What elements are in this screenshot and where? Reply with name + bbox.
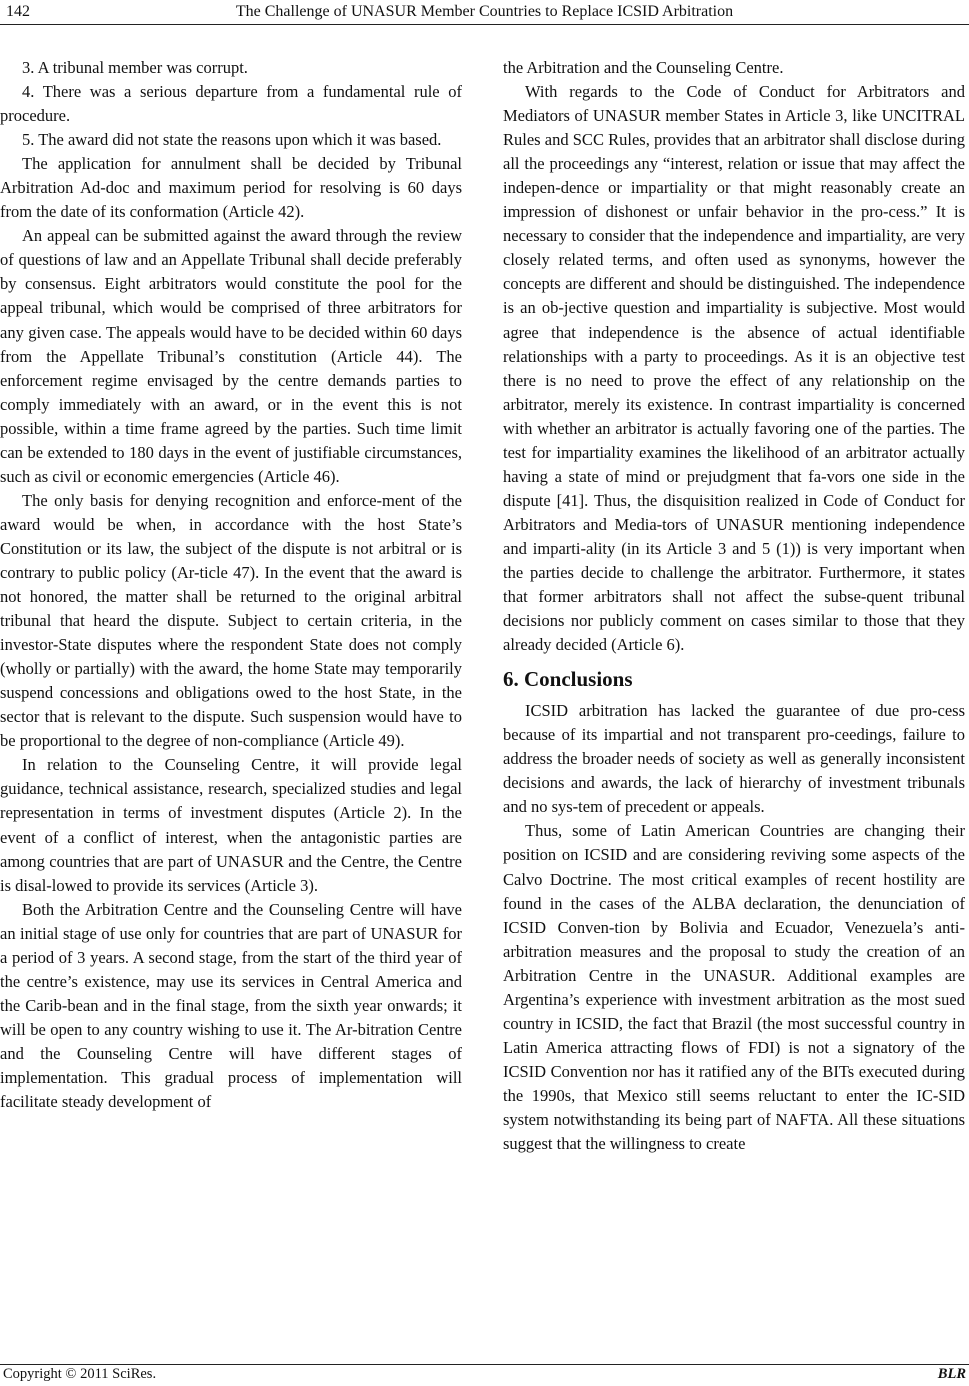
paragraph: In relation to the Counseling Centre, it will provide legal guidance, technical assistance, research, specialized studies and legal representation in terms of investment disputes (Article 2). In the event of a conflict of interest, when the antagonistic parties are among countries that are part of UNASUR and the Centre, the Centre is disal-lowed to provide its services (Article 3). — [0, 755, 462, 895]
page-number: 142 — [6, 3, 30, 20]
paragraph: An appeal can be submitted against the award through the review of questions of law and an Appellate Tribunal shall decide preferably by consensus. Eight arbitrators would constitute the pool for the appeal tribunal, which would be comprised of three arbitrators for any given case. The appeals would have to be decided within 60 days from the Appellate Tribunal’s constitution (Article 44). The enforcement regime envisaged by the centre demands parties to comply immediately with an award, or in the event this is not possible, within a time frame agreed by the parties. Such time limit can be extended to 180 days in the event of justifiable circumstances, such as civil or economic emergencies (Article 46). — [0, 226, 462, 486]
paragraph: 3. A tribunal member was corrupt. — [22, 58, 248, 77]
page-header — [0, 0, 969, 26]
paragraph: Thus, some of Latin American Countries are changing their position on ICSID and are considering reviving some aspects of the Calvo Doctrine. The most critical examples of recent hostility are found in the cases of the ALBA declaration, the denunciation of ICSID Conven-tion by Bolivia and Ecuador, Venezuela’s anti-arbitration measures and the proposal to study the creation of an Arbitration Centre in the UNASUR. Additional examples are Argentina’s experience with investment arbitration as the most sued country in ICSID, the fact that Brazil (the most successful country in Latin America attracting flows of FDI) is not a signatory of the ICSID Convention nor has it ratified any of the BITs executed during the 1990s, that Mexico still seems reluctant to enter the IC-SID system notwithstanding its being part of NAFTA. All these situations suggest that the willingness to create — [503, 821, 965, 1154]
header-rule — [0, 24, 969, 25]
paragraph: The application for annulment shall be decided by Tribunal Arbitration Ad-doc and maximum period for resolving is 60 days from the date of its conformation (Article 42). — [0, 154, 462, 222]
running-title: The Challenge of UNASUR Member Countries to Replace ICSID Arbitration — [235, 3, 734, 20]
right-column — [503, 56, 965, 1156]
paragraph: ICSID arbitration has lacked the guarantee of due pro-cess because of its impartial and not transparent pro-ceedings, failure to address the broader needs of society as well as generally inconsistent decisions and awards, the lack of hierarchy of investment tribunals and no sys-tem of precedent or appeals. — [503, 701, 965, 817]
section-heading: 6. Conclusions — [503, 667, 633, 692]
paragraph-continuation: the Arbitration and the Counseling Centre. — [503, 58, 784, 77]
paragraph: Both the Arbitration Centre and the Counseling Centre will have an initial stage of use only for countries that are part of UNASUR for a period of 3 years. A second stage, from the start of the third year of the centre’s existence, may use its services in Central America and the Carib-bean and in the final stage, from the sixth year onwards; it will be open to any country wishing to use it. The Ar-bitration Centre and the Counseling Centre will have different stages of implementation. This gradual process of implementation will facilitate steady development of — [0, 899, 462, 1112]
paragraph: 4. There was a serious departure from a fundamental rule of procedure. — [0, 82, 462, 126]
left-column — [0, 56, 462, 1114]
copyright-notice: Copyright © 2011 SciRes. — [3, 1366, 157, 1382]
paragraph: The only basis for denying recognition and enforce-ment of the award would be when, in accordance with the host State’s Constitution or its law, the subject of the dispute is not arbitral or is contrary to public policy (Ar-ticle 47). In the event that the award is not honored, the matter shall be returned to the original arbitral tribunal that heard the dispute. Subject to certain criteria, in the investor-State disputes where the respondent State does not comply (wholly or partially) with the award, the home State may temporarily suspend concessions and obligations owed to the host State, in the sector that is relevant to the dispute. Such suspension would have to be proportional to the degree of non-compliance (Article 49). — [0, 490, 462, 751]
footer-rule — [0, 1364, 969, 1365]
journal-abbreviation: BLR — [937, 1366, 966, 1382]
paragraph: With regards to the Code of Conduct for Arbitrators and Mediators of UNASUR member States in Article 3, like UNCITRAL Rules and SCC Rules, provides that an arbitrator shall disclose during all the proceedings any “interest, relation or issue that may affect the indepen-dence or impartiality or that might reasonably create an impression of dishonest or unfair behavior in the pro-cess.” It is necessary to consider that the independence and impartiality, are very closely related terms, and often used as synonyms, however the concepts are different and should be distinguished. The independence is an ob-jective question and impartiality is subjective. Most would agree that independence is the absence of actual identifiable relationships with a party to proceedings. As it is an objective test there is no need to prove the effect of any relationship on the arbitrator, merely its existence. In contrast impartiality is concerned with whether an arbitrator is actually favoring one of the parties. The test for impartiality examines the likelihood of an arbitrator actually having a state of mind or prejudgment that fa-vors one side in the dispute [41]. Thus, the disquisition realized in Code of Conduct for Arbitrators and Media-tors of UNASUR mentioning independence and imparti-ality (in its Article 3 and 5 (1)) is very important when the parties decide to challenge the arbitrator. Furthermore, it states that former arbitrators shall not affect the subse-quent tribunal decisions nor publicly comment on cases similar to those that they already decided (Article 6). — [503, 82, 965, 655]
paragraph: 5. The award did not state the reasons upon which it was based. — [22, 130, 442, 150]
